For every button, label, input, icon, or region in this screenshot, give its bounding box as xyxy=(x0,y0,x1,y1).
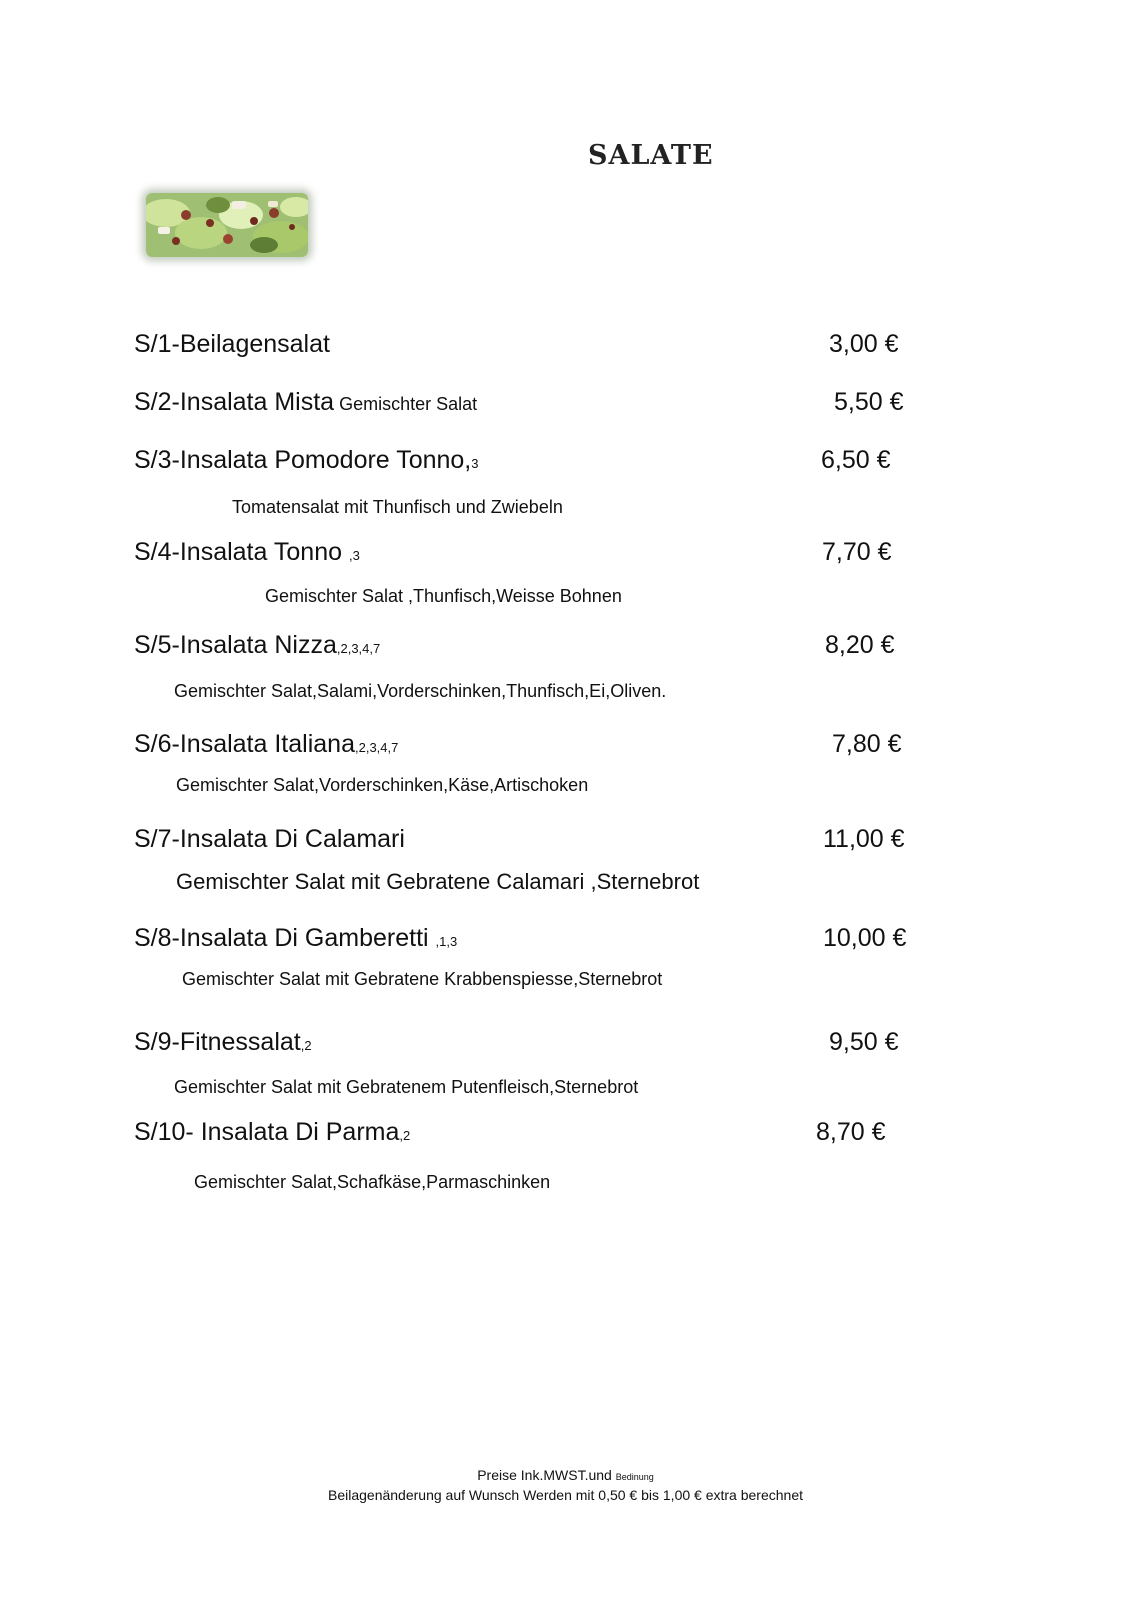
salad-image xyxy=(146,193,308,257)
menu-item-name-text: S/1-Beilagensalat xyxy=(134,330,330,358)
footer-line-1: Preise Ink.MWST.und xyxy=(477,1467,616,1483)
salad-photo-graphic xyxy=(146,193,308,257)
menu-item-description: Gemischter Salat mit Gebratene Krabbenspiesse,Sternebrot xyxy=(182,969,663,989)
menu-item-name xyxy=(134,330,330,359)
menu-item-price: 11,00 € xyxy=(823,825,905,853)
menu-item-subtitle: Gemischter Salat xyxy=(334,394,478,414)
allergen-codes: ,2,3,4,7 xyxy=(336,641,381,656)
menu-item-description: Gemischter Salat mit Gebratene Calamari ,Sternebrot xyxy=(176,869,700,894)
footer-line-1-small: Bedinung xyxy=(615,1472,654,1482)
menu-item-name xyxy=(134,1118,410,1147)
footer-note-prices xyxy=(0,1467,1131,1483)
menu-item-name-text: S/6-Insalata Italiana xyxy=(134,730,355,758)
menu-item-name-text: S/2-Insalata Mista xyxy=(134,388,335,416)
menu-item-price: 9,50 € xyxy=(829,1028,899,1056)
allergen-codes: ,2 xyxy=(300,1038,312,1053)
menu-item-name xyxy=(134,631,380,660)
page-title: SALATE xyxy=(588,140,714,171)
menu-item-price: 6,50 € xyxy=(821,446,891,474)
menu-item-name xyxy=(134,924,457,953)
menu-item-name xyxy=(134,730,398,759)
menu-item-name-text: S/10- Insalata Di Parma xyxy=(134,1118,400,1146)
menu-item-name xyxy=(134,538,360,567)
allergen-codes: ,3 xyxy=(348,548,360,563)
menu-item-name-text: S/8-Insalata Di Gamberetti xyxy=(134,924,436,952)
menu-item-name-text: S/9-Fitnessalat xyxy=(134,1028,301,1056)
menu-item-price: 3,00 € xyxy=(829,330,899,358)
allergen-codes: ,2,3,4,7 xyxy=(354,740,399,755)
menu-item-price: 7,80 € xyxy=(832,730,902,758)
menu-item-name-text: S/3-Insalata Pomodore Tonno, xyxy=(134,446,472,474)
menu-item-name-text: S/5-Insalata Nizza xyxy=(134,631,337,659)
menu-item-name-text: S/7-Insalata Di Calamari xyxy=(134,825,405,853)
menu-item-description: Gemischter Salat mit Gebratenem Putenfleisch,Sternebrot xyxy=(174,1077,639,1097)
menu-item-name-text: S/4-Insalata Tonno xyxy=(134,538,349,566)
allergen-codes: ,2 xyxy=(399,1128,411,1143)
menu-item-description: Gemischter Salat ,Thunfisch,Weisse Bohnen xyxy=(265,586,622,606)
menu-item-price: 7,70 € xyxy=(822,538,892,566)
menu-item-price: 8,20 € xyxy=(825,631,895,659)
menu-item-description: Gemischter Salat,Salami,Vorderschinken,Thunfisch,Ei,Oliven. xyxy=(174,681,667,701)
menu-item-price: 5,50 € xyxy=(834,388,904,416)
allergen-codes: 3 xyxy=(471,456,479,471)
menu-item-price: 8,70 € xyxy=(816,1118,886,1146)
menu-item-name xyxy=(134,825,405,854)
menu-item-description: Gemischter Salat,Vorderschinken,Käse,Artischoken xyxy=(176,775,589,795)
menu-item-price: 10,00 € xyxy=(823,924,907,952)
footer-note-sides: Beilagenänderung auf Wunsch Werden mit 0,50 € bis 1,00 € extra berechnet xyxy=(327,1487,803,1503)
menu-item-description: Tomatensalat mit Thunfisch und Zwiebeln xyxy=(232,497,563,517)
menu-item-name xyxy=(134,446,479,475)
allergen-codes: ,1,3 xyxy=(435,934,458,949)
menu-item-name xyxy=(134,1028,312,1057)
menu-item-name xyxy=(134,388,477,417)
menu-item-description: Gemischter Salat,Schafkäse,Parmaschinken xyxy=(194,1172,551,1192)
